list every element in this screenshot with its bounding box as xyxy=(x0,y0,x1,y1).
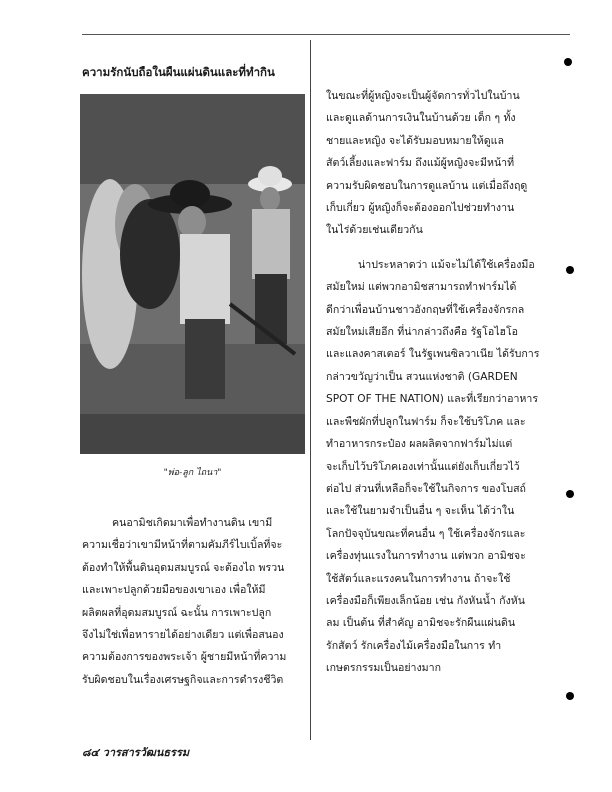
text-line: ชายและหญิง จะได้รับมอบหมายให้ดูแล xyxy=(326,134,504,147)
text-line: ต้องทำให้พื้นดินอุดมสมบูรณ์ จะต้องไถ พรวน xyxy=(82,561,285,574)
binder-hole xyxy=(566,490,574,498)
text-line: รับผิดชอบในเรื่องเศรษฐกิจและการดำรงชีวิต xyxy=(82,673,284,686)
text-line: รักสัตว์ รักเครื่องไม้เครื่องมือในการ ทำ xyxy=(326,639,502,652)
section-heading: ความรักนับถือในผืนแผ่นดินและที่ทำกิน xyxy=(82,65,275,79)
text-line: เกษตรกรรมเป็นอย่างมาก xyxy=(326,662,441,675)
text-line: ในขณะที่ผู้หญิงจะเป็นผู้จัดการทั่วไปในบ้าน xyxy=(326,90,520,102)
text-line: ในไร่ด้วยเช่นเดียวกัน xyxy=(326,224,423,237)
text-line: SPOT OF THE NATION) และที่เรียกว่าอาหาร xyxy=(326,393,539,406)
text-line: เก็บเกี่ยว ผู้หญิงก็จะต้องออกไปช่วยทำงาน xyxy=(326,202,515,215)
text-line: สมัยใหม่เสียอีก ที่น่ากล่าวถึงคือ รัฐโอไฮโอ xyxy=(326,326,519,339)
text-line: เครื่องทุ่นแรงในการทำงาน แต่พวก อามิชจะ xyxy=(326,550,526,563)
text-line: จึงไม่ใช่เพื่อหารายได้อย่างเดียว แต่เพื่อสนอง xyxy=(82,629,284,642)
photo-father-son-plowing xyxy=(80,94,305,454)
left-column-text xyxy=(82,512,304,691)
text-line: ดีกว่าเพื่อนบ้านชาวอังกฤษที่ใช้เครื่องจักรกล xyxy=(326,303,525,316)
binder-hole xyxy=(564,58,572,66)
text-line: จะเก็บไว้บริโภคเองเท่านั้นแต่ยังเก็บเกี่ยวไว้ xyxy=(326,460,520,473)
text-line: ผลิตผลที่อุดมสมบูรณ์ ฉะนั้น การเพาะปลูก xyxy=(82,606,272,619)
text-line: และแลงคาสเตอร์ ในรัฐเพนซิลวาเนีย ได้รับการ xyxy=(326,348,540,361)
top-rule xyxy=(82,34,570,35)
text-line: ความต้องการของพระเจ้า ผู้ชายมีหน้าที่ความ xyxy=(82,651,287,664)
text-line: ต่อไป ส่วนที่เหลือก็จะใช้ในกิจการ ของโบสถ์ xyxy=(326,482,526,495)
text-line: สมัยใหม่ แต่พวกอามิชสามารถทำฟาร์มได้ xyxy=(326,281,517,294)
text-line: สัตว์เลี้ยงและฟาร์ม ถึงแม้ผู้หญิงจะมีหน้าที่ xyxy=(326,157,515,170)
photo-caption: "พ่อ-ลูก ไถนา" xyxy=(163,468,222,478)
text-line: โลกปัจจุบันขณะที่คนอื่น ๆ ใช้เครื่องจักรและ xyxy=(326,527,526,540)
text-line: ลม เป็นต้น ที่สำคัญ อามิชจะรักผืนแผ่นดิน xyxy=(326,617,516,630)
text-line: และใช้ในยามจำเป็นอื่น ๆ จะเห็น ได้ว่าใน xyxy=(326,505,515,518)
text-line: ทำอาหารกระป๋อง ผลผลิตจากฟาร์มไม่แต่ xyxy=(326,438,513,451)
page-footer: ๘๔ วารสารวัฒนธรรม xyxy=(82,746,190,759)
text-line: ความเชื่อว่าเขามีหน้าที่ตามคัมภีร์ไบเบิ้ลที่จะ xyxy=(82,539,283,552)
text-line: ความรับผิดชอบในการดูแลบ้าน แต่เมื่อถึงฤดู xyxy=(326,179,528,192)
text-line: และเพาะปลูกด้วยมือของเขาเอง เพื่อให้มี xyxy=(82,584,266,597)
text-line: น่าประหลาดว่า แม้จะไม่ได้ใช้เครื่องมือ xyxy=(358,258,535,271)
text-line: คนอามิชเกิดมาเพื่อทำงานดิน เขามี xyxy=(112,517,273,529)
binder-hole xyxy=(566,266,574,274)
right-column-text xyxy=(326,85,564,680)
text-line: และพืชผักที่ปลูกในฟาร์ม ก็จะใช้บริโภค และ xyxy=(326,415,526,428)
text-line: ใช้สัตว์และแรงคนในการทำงาน ถ้าจะใช้ xyxy=(326,572,511,585)
text-line: เครื่องมือก็เพียงเล็กน้อย เช่น กังหันน้ำ กังหัน xyxy=(326,594,525,607)
column-divider xyxy=(310,40,311,740)
binder-hole xyxy=(566,692,574,700)
text-line: กล่าวขวัญว่าเป็น สวนแห่งชาติ (GARDEN xyxy=(326,370,518,383)
text-line: และดูแลด้านการเงินในบ้านด้วย เด็ก ๆ ทั้ง xyxy=(326,112,516,125)
